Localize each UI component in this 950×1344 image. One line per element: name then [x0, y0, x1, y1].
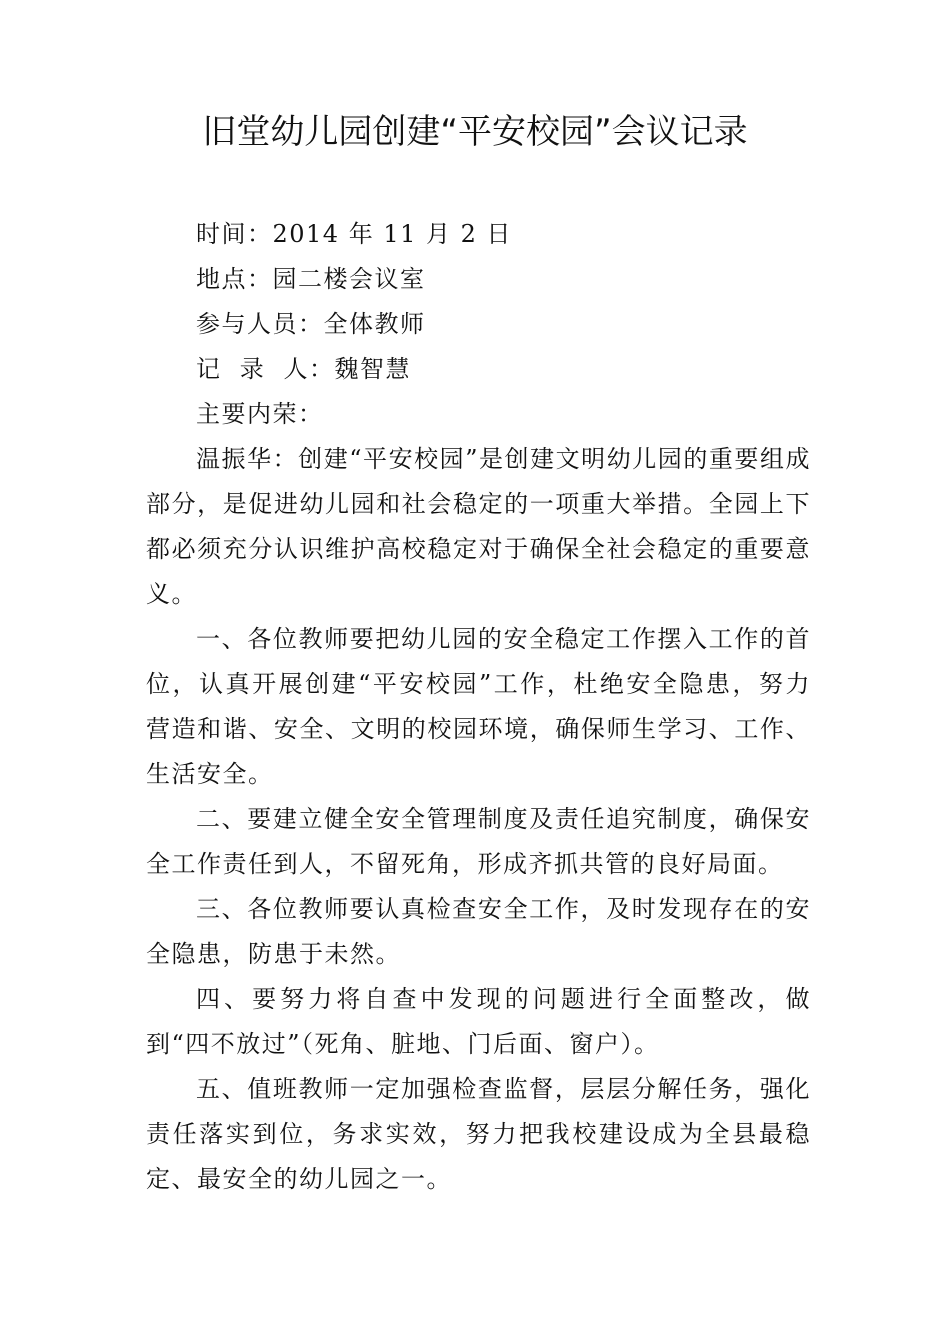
paragraph-item-3: 三、各位教师要认真检查安全工作，及时发现存在的安全隐患，防患于未然。: [146, 895, 811, 968]
paragraph-item-4: 四、要努力将自查中发现的问题进行全面整改，做到“四不放过”（死角、脏地、门后面、窗户）。: [146, 985, 811, 1058]
meeting-recorder: 记 录 人：魏智慧: [196, 355, 412, 383]
document-body: [146, 212, 811, 1202]
paragraph-item-1: 一、各位教师要把幼儿园的安全稳定工作摆入工作的首位，认真开展创建“平安校园”工作，杜绝安全隐患，努力营造和谐、安全、文明的校园环境，确保师生学习、工作、生活安全。: [146, 625, 811, 788]
paragraph-item-2: 二、要建立健全安全管理制度及责任追究制度，确保安全工作责任到人，不留死角，形成齐抓共管的良好局面。: [146, 805, 811, 878]
meeting-time: 时间：2014 年 11 月 2 日: [196, 220, 513, 248]
paragraph-item-5: 五、值班教师一定加强检查监督，层层分解任务，强化责任落实到位，务求实效，努力把我校建设成为全县最稳定、最安全的幼儿园之一。: [146, 1075, 811, 1193]
meeting-participants: 参与人员：全体教师: [196, 310, 426, 338]
meeting-location: 地点：园二楼会议室: [196, 265, 426, 293]
paragraph-intro: 温振华：创建“平安校园”是创建文明幼儿园的重要组成部分，是促进幼儿园和社会稳定的一项重大举措。全园上下都必须充分认识维护高校稳定对于确保全社会稳定的重要意义。: [146, 445, 811, 608]
main-content-label: 主要内荣：: [196, 400, 324, 428]
page-title: 旧堂幼儿园创建“平安校园”会议记录: [202, 112, 748, 152]
